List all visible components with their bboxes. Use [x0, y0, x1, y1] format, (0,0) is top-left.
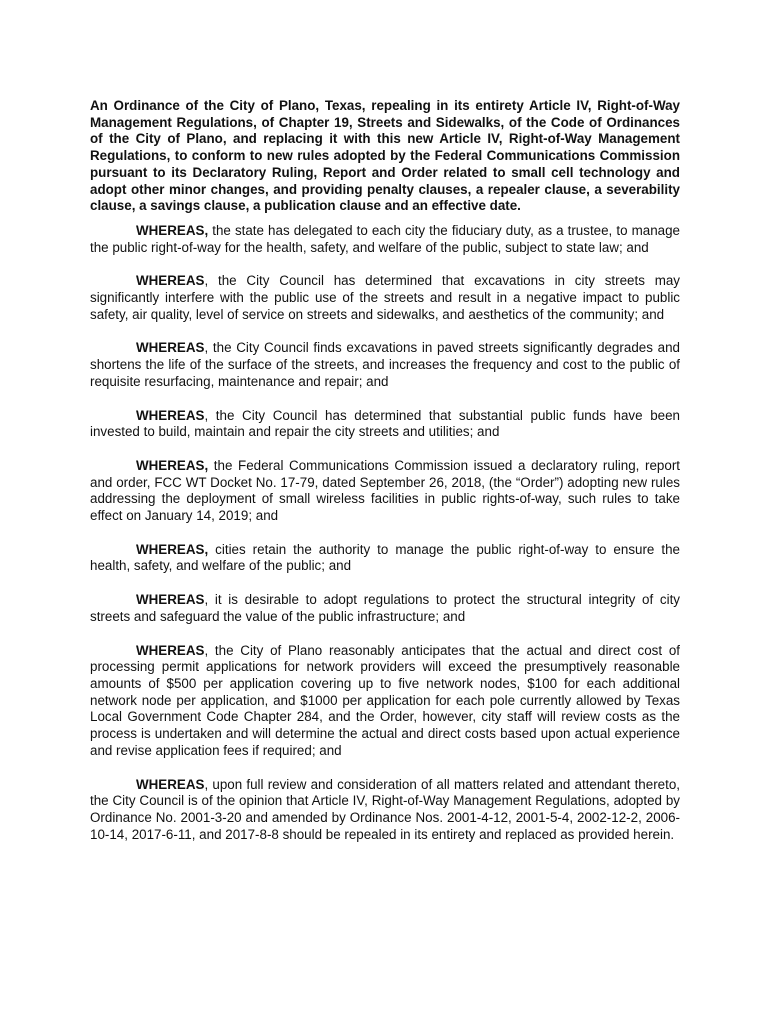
whereas-text: cities retain the authority to manage the public right-of-way to ensure the health, safety, and welfare of the public; and	[90, 541, 680, 574]
whereas-text: , the City of Plano reasonably anticipates that the actual and direct cost of processing permit applications for network providers will exceed the presumptively reasonable amounts of $500 per application covering up to five network nodes, $100 for each additional network node per application, and $1000 per application for each pole currently allowed by Texas Local Government Code Chapter 284, and the Order, however, city staff will review costs as the process is undertaken and will determine the actual and direct costs based upon actual experience and revise application fees if required; and	[90, 642, 680, 758]
whereas-paragraph	[90, 273, 680, 323]
whereas-keyword: WHEREAS	[136, 592, 205, 608]
whereas-paragraph	[90, 777, 680, 844]
whereas-keyword: WHEREAS	[136, 340, 205, 356]
whereas-paragraph	[90, 643, 680, 760]
whereas-paragraph	[90, 592, 680, 625]
whereas-paragraph	[90, 542, 680, 575]
whereas-text: , the City Council finds excavations in paved streets significantly degrades and shortens the life of the surface of the streets, and increases the frequency and cost to the public of requisite resurfacing, maintenance and repair; and	[90, 340, 680, 389]
whereas-keyword: WHEREAS	[136, 776, 205, 792]
whereas-keyword: WHEREAS	[136, 273, 205, 289]
whereas-keyword: WHEREAS	[136, 642, 205, 658]
whereas-keyword: WHEREAS,	[136, 222, 209, 238]
whereas-text: the state has delegated to each city the fiduciary duty, as a trustee, to manage the public right-of-way for the health, safety, and welfare of the public, subject to state law; and	[90, 222, 680, 255]
whereas-text: the Federal Communications Commission issued a declaratory ruling, report and order, FCC WT Docket No. 17-79, dated September 26, 2018, (the “Order”) adopting new rules addressing the deployment of small wireless facilities in public rights-of-way, such rules to take effect on January 14, 2019; and	[90, 457, 680, 524]
whereas-paragraph	[90, 408, 680, 441]
whereas-keyword: WHEREAS	[136, 407, 205, 423]
whereas-paragraph	[90, 458, 680, 525]
whereas-keyword: WHEREAS,	[136, 457, 209, 473]
whereas-paragraph	[90, 340, 680, 390]
ordinance-title: An Ordinance of the City of Plano, Texas, repealing in its entirety Article IV, Right-of-Way Management Regulations, of Chapter 19, Streets and Sidewalks, of the Code of Ordinances of the City of Plano, and replacing it with this new Article IV, Right-of-Way Management Regulations, to conform to new rules adopted by the Federal Communications Commission pursuant to its Declaratory Ruling, Report and Order related to small cell technology and adopt other minor changes, and providing penalty clauses, a repealer clause, a severability clause, a savings clause, a publication clause and an effective date.	[90, 98, 680, 214]
whereas-text: , the City Council has determined that excavations in city streets may significantly interfere with the public use of the streets and result in a negative impact to public safety, air quality, level of service on streets and sidewalks, and aesthetics of the community; and	[90, 273, 680, 322]
whereas-text: , upon full review and consideration of all matters related and attendant thereto, the City Council is of the opinion that Article IV, Right-of-Way Management Regulations, adopted by Ordinance No. 2001-3-20 and amended by Ordinance Nos. 2001-4-12, 2001-5-4, 2002-12-2, 2006-10-14, 2017-6-11, and 2017-8-8 should be repealed in its entirety and replaced as provided herein.	[90, 776, 680, 842]
whereas-paragraph	[90, 223, 680, 256]
whereas-keyword: WHEREAS,	[136, 541, 209, 557]
whereas-text: , the City Council has determined that substantial public funds have been invested to build, maintain and repair the city streets and utilities; and	[90, 407, 680, 440]
whereas-text: , it is desirable to adopt regulations to protect the structural integrity of city streets and safeguard the value of the public infrastructure; and	[90, 592, 680, 624]
